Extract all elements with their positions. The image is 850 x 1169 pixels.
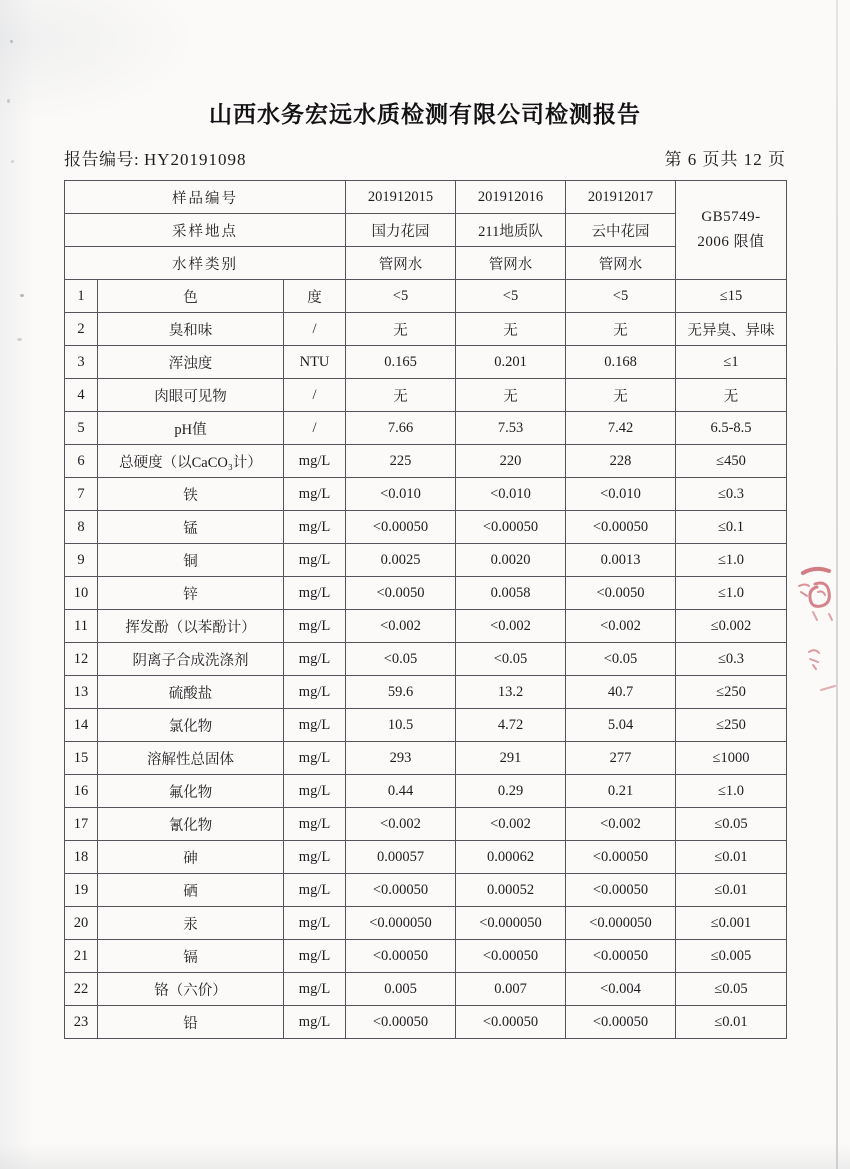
sample2-value: 0.0020 (456, 544, 566, 577)
table-row (65, 511, 787, 544)
scan-speck (10, 40, 13, 43)
sample1-value: <0.05 (346, 643, 456, 676)
limit-value: ≤1000 (676, 742, 787, 775)
sample3-value: <0.002 (566, 610, 676, 643)
sample3-value: <0.0050 (566, 577, 676, 610)
sample2-value: <0.010 (456, 478, 566, 511)
sample1-type: 管网水 (346, 247, 456, 280)
param-name: 铅 (98, 1006, 284, 1039)
sample2-type: 管网水 (456, 247, 566, 280)
limit-value: ≤0.01 (676, 1006, 787, 1039)
limit-value: ≤0.005 (676, 940, 787, 973)
param-name: 浑浊度 (98, 346, 284, 379)
limit-header-line2: 2006 限值 (697, 234, 765, 250)
param-name: 硫酸盐 (98, 676, 284, 709)
header-row-sample-id (65, 181, 787, 214)
sample2-value: 13.2 (456, 676, 566, 709)
limit-value: ≤0.1 (676, 511, 787, 544)
row-number: 14 (65, 709, 98, 742)
table-row (65, 676, 787, 709)
sample1-value: 无 (346, 313, 456, 346)
report-meta (64, 145, 786, 170)
row-number: 2 (65, 313, 98, 346)
param-name: 挥发酚（以苯酚计） (98, 610, 284, 643)
sample2-value: <0.05 (456, 643, 566, 676)
sample1-value: <0.002 (346, 610, 456, 643)
param-unit: 度 (284, 280, 346, 313)
sample3-value: <0.002 (566, 808, 676, 841)
row-number: 20 (65, 907, 98, 940)
param-name: 色 (98, 280, 284, 313)
limit-value: ≤1.0 (676, 577, 787, 610)
param-name: 锰 (98, 511, 284, 544)
sample2-value: <0.002 (456, 610, 566, 643)
param-unit: / (284, 379, 346, 412)
param-unit: mg/L (284, 445, 346, 478)
water-quality-table (64, 180, 787, 1039)
param-name: 硒 (98, 874, 284, 907)
sample-id-label: 样品编号 (65, 181, 346, 214)
param-name: 铬（六价） (98, 973, 284, 1006)
scan-speck (20, 294, 24, 297)
sample3-value: 277 (566, 742, 676, 775)
table-row (65, 709, 787, 742)
sample2-location: 211地质队 (456, 214, 566, 247)
sample3-value: <0.010 (566, 478, 676, 511)
table-row (65, 808, 787, 841)
limit-value: ≤0.3 (676, 478, 787, 511)
param-unit: mg/L (284, 775, 346, 808)
param-unit: mg/L (284, 808, 346, 841)
sample2-id: 201912016 (456, 181, 566, 214)
table-row (65, 742, 787, 775)
sample3-value: 无 (566, 379, 676, 412)
sample1-value: <0.010 (346, 478, 456, 511)
sample3-value: 228 (566, 445, 676, 478)
sample2-value: 220 (456, 445, 566, 478)
row-number: 6 (65, 445, 98, 478)
report-title: 山西水务宏远水质检测有限公司检测报告 (209, 101, 641, 127)
limit-header-line1: GB5749- (701, 208, 761, 225)
table-row (65, 379, 787, 412)
sample1-value: <0.00050 (346, 940, 456, 973)
param-name: 锌 (98, 577, 284, 610)
sample2-value: <0.00050 (456, 1006, 566, 1039)
row-number: 8 (65, 511, 98, 544)
param-name: 铁 (98, 478, 284, 511)
sample1-value: 59.6 (346, 676, 456, 709)
table-row (65, 841, 787, 874)
row-number: 4 (65, 379, 98, 412)
limit-value: ≤1.0 (676, 544, 787, 577)
param-unit: / (284, 313, 346, 346)
limit-value: ≤250 (676, 676, 787, 709)
param-name: 总硬度（以CaCO₃计） (98, 445, 284, 478)
table-row (65, 1006, 787, 1039)
param-name: 溶解性总固体 (98, 742, 284, 775)
param-unit: mg/L (284, 973, 346, 1006)
sample3-value: 5.04 (566, 709, 676, 742)
sample1-value: 225 (346, 445, 456, 478)
sample2-value: 4.72 (456, 709, 566, 742)
sample2-value: 0.00052 (456, 874, 566, 907)
limit-value: ≤0.01 (676, 874, 787, 907)
sample2-value: 无 (456, 379, 566, 412)
param-name: 臭和味 (98, 313, 284, 346)
row-number: 3 (65, 346, 98, 379)
limit-value: ≤1 (676, 346, 787, 379)
param-unit: mg/L (284, 841, 346, 874)
red-seal-fragment (785, 552, 847, 702)
table-row (65, 973, 787, 1006)
sample3-value: <0.05 (566, 643, 676, 676)
sample3-value: 40.7 (566, 676, 676, 709)
sample2-value: <0.000050 (456, 907, 566, 940)
limit-value: ≤0.01 (676, 841, 787, 874)
sample3-value: <5 (566, 280, 676, 313)
sample1-value: 0.165 (346, 346, 456, 379)
sample2-value: 7.53 (456, 412, 566, 445)
sample2-value: 291 (456, 742, 566, 775)
table-row (65, 577, 787, 610)
sample1-value: <0.0050 (346, 577, 456, 610)
limit-value: ≤450 (676, 445, 787, 478)
limit-value: ≤0.002 (676, 610, 787, 643)
sample3-value: 7.42 (566, 412, 676, 445)
param-unit: mg/L (284, 478, 346, 511)
table-row (65, 346, 787, 379)
sample3-value: <0.004 (566, 973, 676, 1006)
limit-value: ≤15 (676, 280, 787, 313)
limit-column-header (676, 181, 787, 280)
sample3-value: 0.168 (566, 346, 676, 379)
sample1-location: 国力花园 (346, 214, 456, 247)
limit-value: 无异臭、异味 (676, 313, 787, 346)
page-indicator: 第 6 页共 12 页 (664, 150, 786, 169)
sample1-value: 0.00057 (346, 841, 456, 874)
report-number (64, 145, 247, 170)
row-number: 19 (65, 874, 98, 907)
row-number: 5 (65, 412, 98, 445)
report-number-label: 报告编号: (64, 150, 140, 169)
sample1-value: <0.00050 (346, 1006, 456, 1039)
param-name: pH值 (98, 412, 284, 445)
sample1-id: 201912015 (346, 181, 456, 214)
param-name: 氰化物 (98, 808, 284, 841)
row-number: 23 (65, 1006, 98, 1039)
sample1-value: 0.0025 (346, 544, 456, 577)
scan-speck (7, 99, 10, 103)
sample1-value: 0.44 (346, 775, 456, 808)
limit-value: ≤250 (676, 709, 787, 742)
param-name: 砷 (98, 841, 284, 874)
sample2-value: 0.201 (456, 346, 566, 379)
param-name: 氯化物 (98, 709, 284, 742)
row-number: 12 (65, 643, 98, 676)
table-row (65, 610, 787, 643)
param-name: 镉 (98, 940, 284, 973)
limit-value: 6.5-8.5 (676, 412, 787, 445)
param-unit: mg/L (284, 643, 346, 676)
location-label: 采样地点 (65, 214, 346, 247)
param-unit: mg/L (284, 544, 346, 577)
row-number: 11 (65, 610, 98, 643)
sample1-value: <0.00050 (346, 874, 456, 907)
sample1-value: 0.005 (346, 973, 456, 1006)
limit-value: ≤1.0 (676, 775, 787, 808)
sample3-value: <0.00050 (566, 511, 676, 544)
row-number: 16 (65, 775, 98, 808)
sample1-value: <0.002 (346, 808, 456, 841)
param-unit: mg/L (284, 940, 346, 973)
sample1-value: 293 (346, 742, 456, 775)
row-number: 21 (65, 940, 98, 973)
sample3-value: <0.00050 (566, 841, 676, 874)
limit-value: ≤0.001 (676, 907, 787, 940)
table-row (65, 775, 787, 808)
limit-value: ≤0.05 (676, 808, 787, 841)
table-row (65, 940, 787, 973)
table-row (65, 478, 787, 511)
row-number: 17 (65, 808, 98, 841)
param-unit: mg/L (284, 676, 346, 709)
row-number: 22 (65, 973, 98, 1006)
param-name: 氟化物 (98, 775, 284, 808)
sample2-value: 0.007 (456, 973, 566, 1006)
sample1-value: 无 (346, 379, 456, 412)
param-name: 阴离子合成洗涤剂 (98, 643, 284, 676)
sample2-value: <0.00050 (456, 511, 566, 544)
param-name: 铜 (98, 544, 284, 577)
sample3-value: 0.0013 (566, 544, 676, 577)
sample1-value: 10.5 (346, 709, 456, 742)
sample3-value: <0.00050 (566, 940, 676, 973)
water-type-label: 水样类别 (65, 247, 346, 280)
row-number: 1 (65, 280, 98, 313)
table-row (65, 643, 787, 676)
sample3-id: 201912017 (566, 181, 676, 214)
sample1-value: <0.00050 (346, 511, 456, 544)
row-number: 7 (65, 478, 98, 511)
table-row (65, 445, 787, 478)
sample3-value: <0.000050 (566, 907, 676, 940)
row-number: 13 (65, 676, 98, 709)
row-number: 9 (65, 544, 98, 577)
sample2-value: 0.29 (456, 775, 566, 808)
sample2-value: <0.00050 (456, 940, 566, 973)
sample3-value: <0.00050 (566, 874, 676, 907)
sample3-location: 云中花园 (566, 214, 676, 247)
param-name: 汞 (98, 907, 284, 940)
param-unit: mg/L (284, 577, 346, 610)
sample1-value: <0.000050 (346, 907, 456, 940)
param-unit: / (284, 412, 346, 445)
sample3-value: 0.21 (566, 775, 676, 808)
param-unit: mg/L (284, 907, 346, 940)
param-unit: mg/L (284, 1006, 346, 1039)
param-name: 肉眼可见物 (98, 379, 284, 412)
scan-speck (11, 160, 14, 163)
param-unit: mg/L (284, 511, 346, 544)
param-unit: mg/L (284, 610, 346, 643)
table-row (65, 412, 787, 445)
sample1-value: 7.66 (346, 412, 456, 445)
scan-speck (17, 338, 22, 341)
sample2-value: 0.0058 (456, 577, 566, 610)
sample3-value: 无 (566, 313, 676, 346)
table-row (65, 907, 787, 940)
table-row (65, 544, 787, 577)
param-unit: NTU (284, 346, 346, 379)
row-number: 18 (65, 841, 98, 874)
sample2-value: 无 (456, 313, 566, 346)
row-number: 10 (65, 577, 98, 610)
sample1-value: <5 (346, 280, 456, 313)
table-row (65, 280, 787, 313)
sample2-value: <5 (456, 280, 566, 313)
param-unit: mg/L (284, 709, 346, 742)
param-unit: mg/L (284, 874, 346, 907)
sample2-value: 0.00062 (456, 841, 566, 874)
row-number: 15 (65, 742, 98, 775)
table-row (65, 313, 787, 346)
sample3-type: 管网水 (566, 247, 676, 280)
sample2-value: <0.002 (456, 808, 566, 841)
sample3-value: <0.00050 (566, 1006, 676, 1039)
param-unit: mg/L (284, 742, 346, 775)
report-number-value: HY20191098 (143, 150, 247, 169)
limit-value: 无 (676, 379, 787, 412)
limit-value: ≤0.05 (676, 973, 787, 1006)
params-tbody (65, 280, 787, 1039)
table-row (65, 874, 787, 907)
limit-value: ≤0.3 (676, 643, 787, 676)
